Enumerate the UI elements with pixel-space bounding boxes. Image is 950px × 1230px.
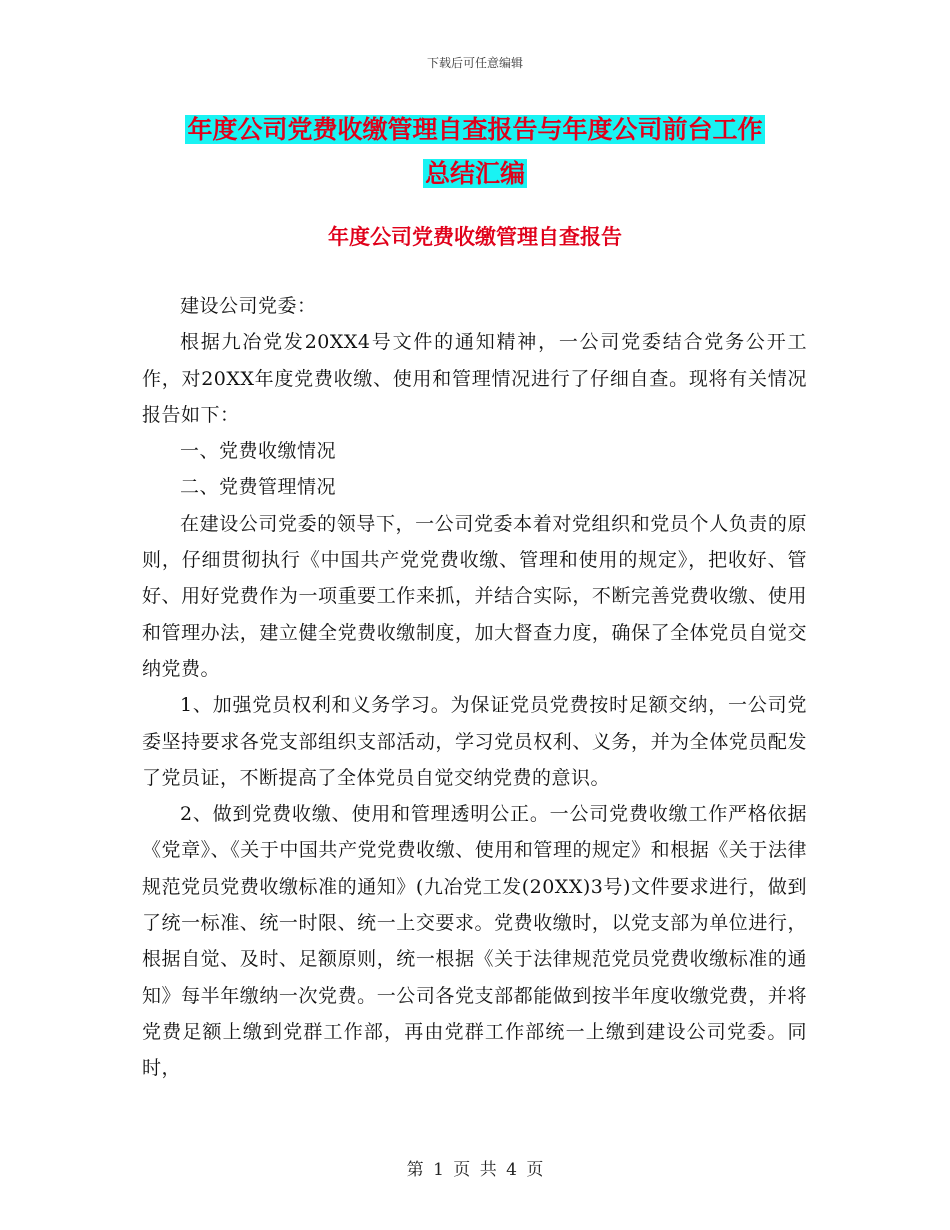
body-text — [142, 288, 807, 1087]
main-title-line-1: 年度公司党费收缴管理自查报告与年度公司前台工作 — [187, 115, 763, 144]
paragraph-intro: 根据九冶党发20XX4号文件的通知精神，一公司党委结合党务公开工作，对20XX年度党费收缴、使用和管理情况进行了仔细自查。现将有关情况报告如下： — [142, 331, 807, 426]
section-title: 年度公司党费收缴管理自查报告 — [328, 225, 622, 249]
main-title-line-2: 总结汇编 — [424, 159, 525, 188]
header-note: 下载后可任意编辑 — [426, 56, 523, 70]
main-title — [0, 108, 950, 196]
heading-section-1: 一、党费收缴情况 — [180, 440, 337, 463]
paragraph-management: 在建设公司党委的领导下，一公司党委本着对党组织和党员个人负责的原则，仔细贯彻执行《中国共产党党费收缴、管理和使用的规定》，把收好、管好、用好党费作为一项重要工作来抓，并结合实际，不断完善党费收缴、使用和管理办法，建立健全党费收缴制度，加大督查力度，确保了全体党员自觉交纳党费。 — [142, 512, 807, 680]
paragraph-salutation: 建设公司党委： — [180, 295, 317, 317]
page-number-footer: 第 1 页 共 4 页 — [406, 1160, 544, 1180]
paragraph-item-1: 1、加强党员权利和义务学习。为保证党员党费按时足额交纳，一公司党委坚持要求各党支部组织支部活动，学习党员权利、义务，并为全体党员配发了党员证，不断提高了全体党员自觉交纳党费的意识。 — [142, 694, 807, 789]
paragraph-item-2: 2、做到党费收缴、使用和管理透明公正。一公司党费收缴工作严格依据《党章》、《关于中国共产党党费收缴、使用和管理的规定》和根据《关于法律规范党员党费收缴标准的通知》(九冶党工发(20XX)3号)文件要求进行，做到了统一标准、统一时限、统一上交要求。党费收缴时，以党支部为单位进行，根据自觉、及时、足额原则，统一根据《关于法律规范党员党费收缴标准的通知》每半年缴纳一次党费。一公司各党支部都能做到按半年度收缴党费，并将党费足额上缴到党群工作部，再由党群工作部统一上缴到建设公司党委。同时， — [142, 803, 807, 1080]
heading-section-2: 二、党费管理情况 — [180, 476, 337, 499]
